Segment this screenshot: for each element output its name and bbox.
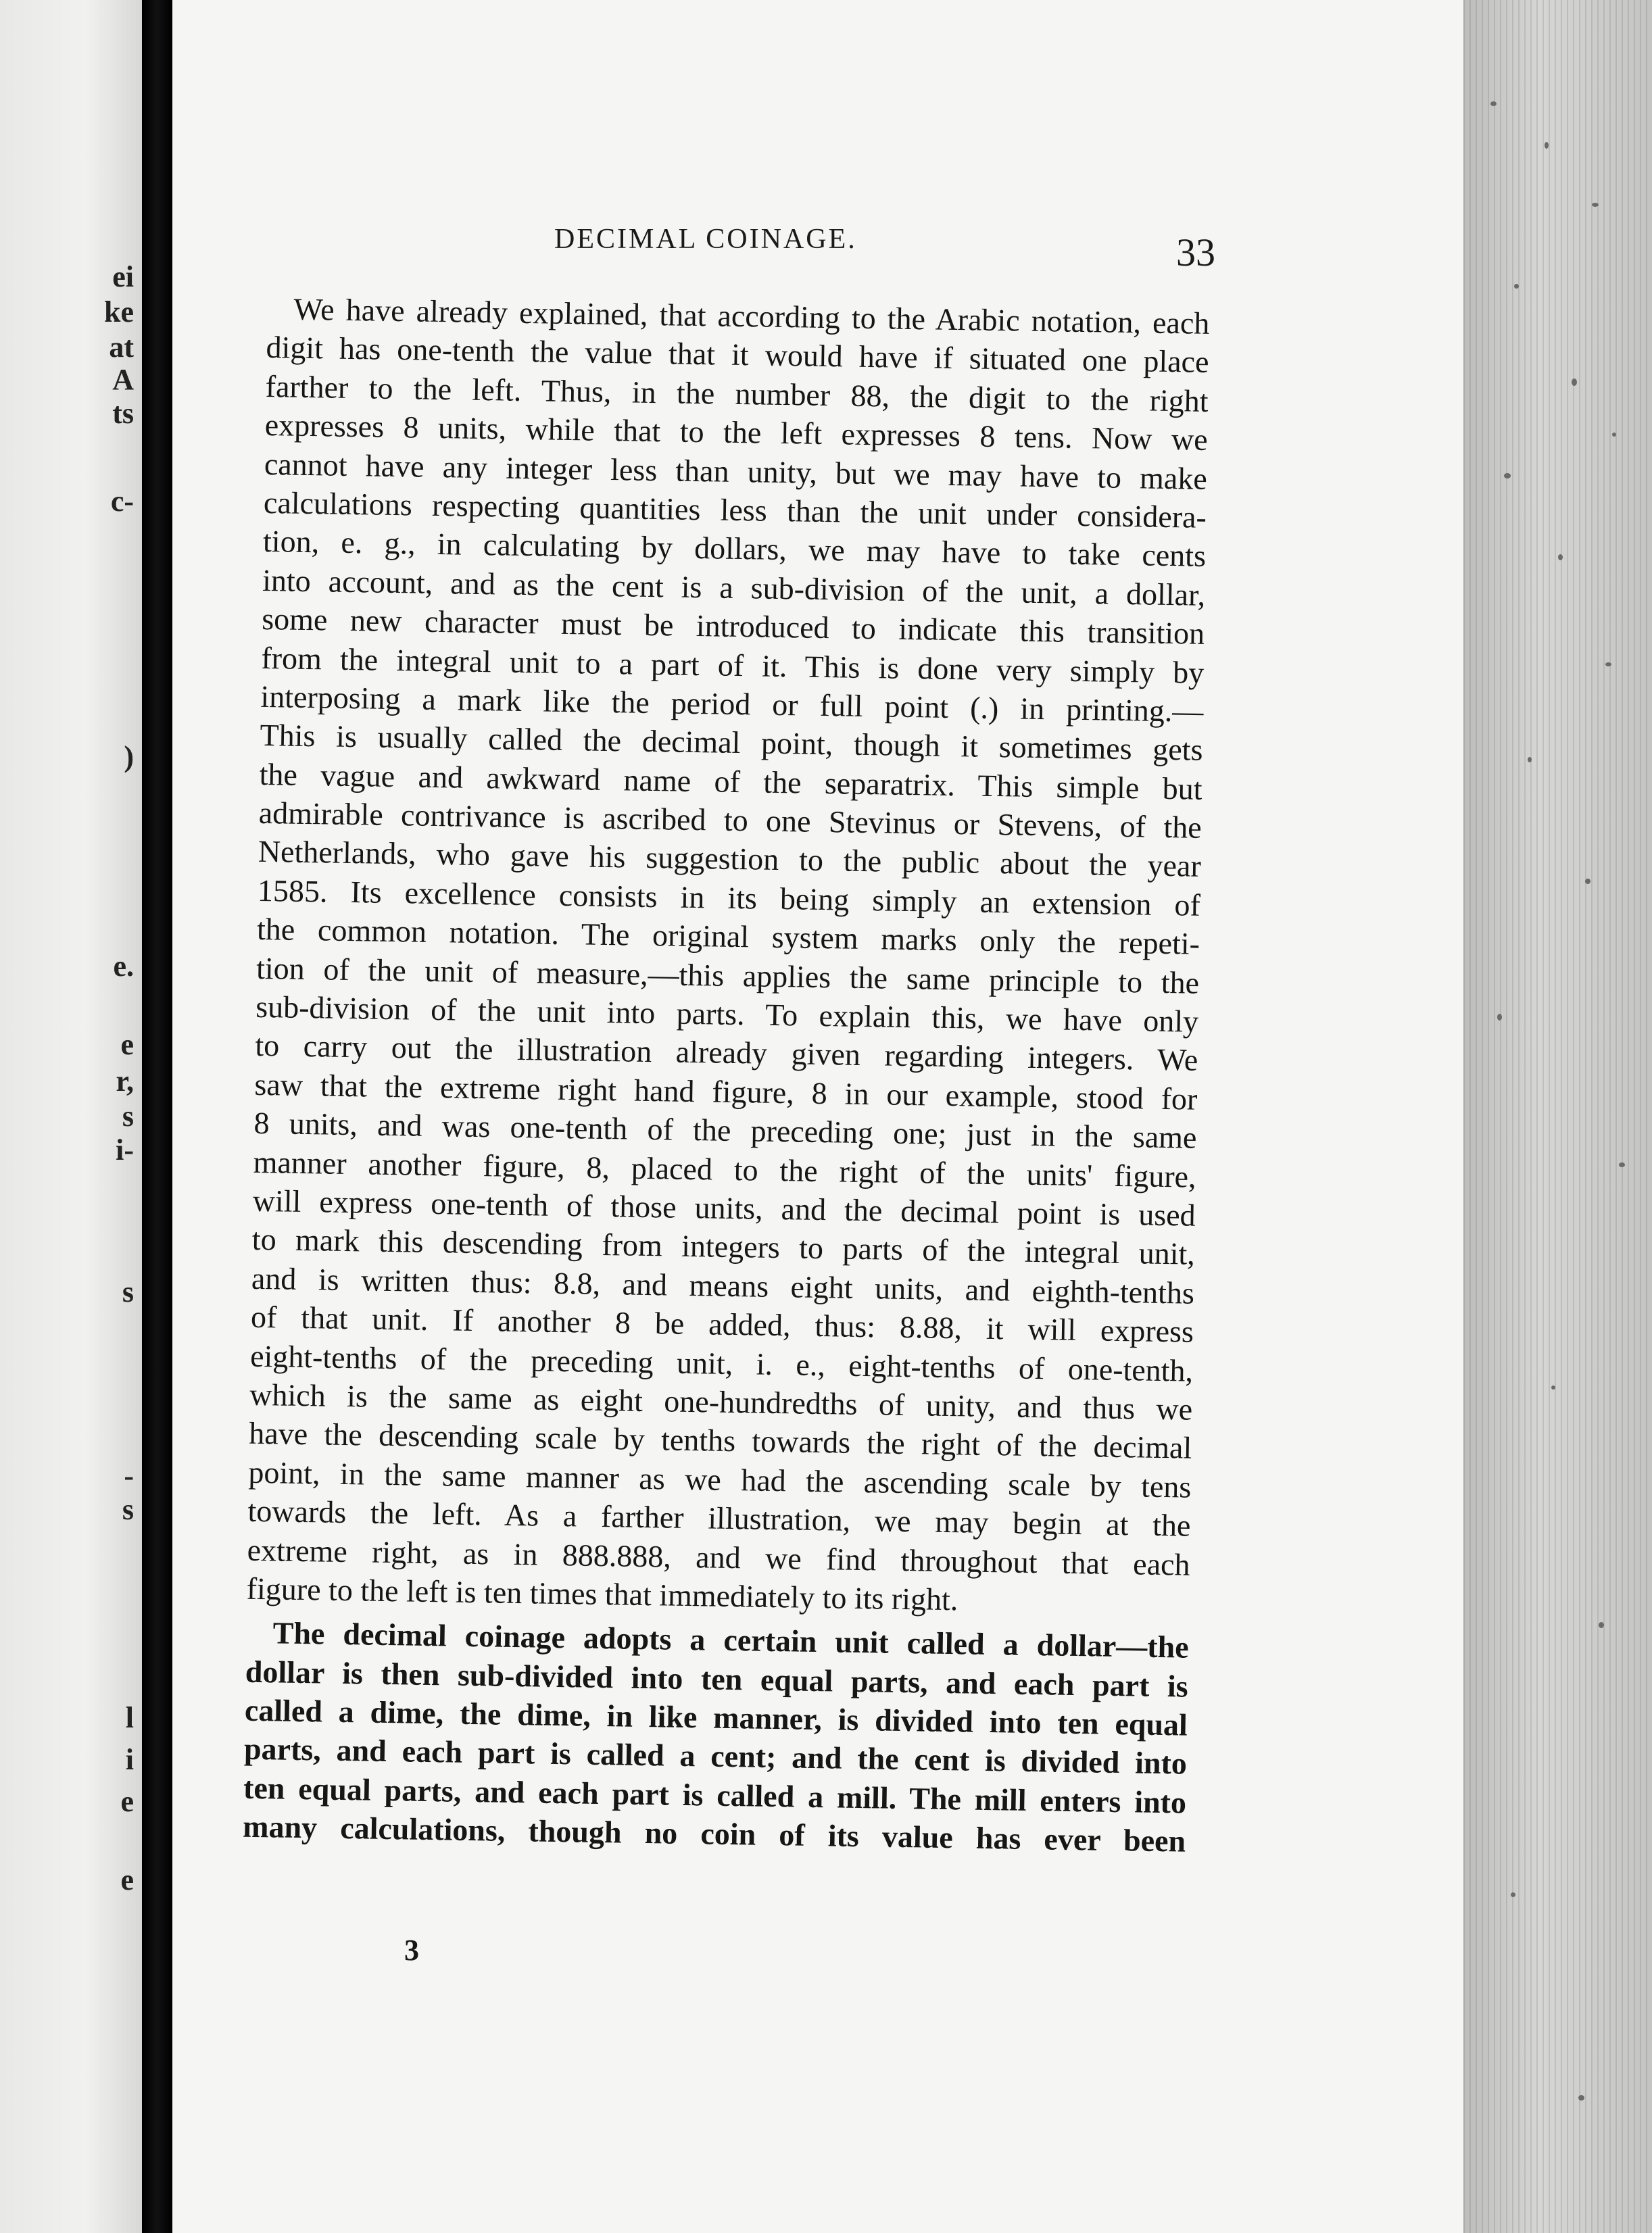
text-line: figure to the left is ten times that immediately to its right. xyxy=(246,1571,958,1617)
text-line: tion of the unit of measure,—this applies the same principle to the xyxy=(256,950,1200,1000)
page-edge-stack xyxy=(1463,0,1652,2233)
text-line: We have already explained, that according to the Arabic notation, each xyxy=(293,291,1210,341)
margin-fragment: s xyxy=(122,1493,134,1526)
text-line: and is written thus: 8.8, and means eight units, and eighth-tenths xyxy=(251,1260,1195,1310)
margin-fragment: s xyxy=(122,1275,134,1308)
margin-fragment: ke xyxy=(104,295,134,328)
text-line: interposing a mark like the period or full point (.) in printing.— xyxy=(260,679,1204,729)
margin-fragment: e xyxy=(120,1028,134,1061)
signature-mark: 3 xyxy=(404,1934,419,1967)
text-line: to mark this descending from integers to parts of the integral unit, xyxy=(251,1222,1196,1272)
text-line: parts, and each part is called a cent; and the cent is divided into xyxy=(243,1732,1188,1782)
text-line: towards the left. As a farther illustration, we may begin at the xyxy=(247,1493,1191,1543)
text-line: called a dime, the dime, in like manner, is divided into ten equal xyxy=(244,1692,1188,1742)
text-line: This is usually called the decimal point, though it sometimes gets xyxy=(260,718,1203,768)
text-line: cannot have any integer less than unity, but we may have to make xyxy=(264,446,1208,496)
margin-fragment: - xyxy=(124,1459,134,1492)
page-number: 33 xyxy=(1176,230,1215,274)
margin-fragment: ei xyxy=(112,260,134,293)
text-line: which is the same as eight one-hundredths of unity, and thus we xyxy=(249,1377,1193,1427)
text-line: Netherlands, who gave his suggestion to the public about the year xyxy=(258,834,1202,884)
text-line: farther to the left. Thus, in the number 88, the digit to the right xyxy=(265,368,1209,418)
margin-fragment: i- xyxy=(116,1133,134,1167)
text-line: into account, and as the cent is a sub-division of the unit, a dollar, xyxy=(262,562,1206,612)
margin-fragment: c- xyxy=(110,485,134,518)
text-line: many calculations, though no coin of its value has ever been xyxy=(242,1809,1186,1859)
text-line: 1585. Its excellence consists in its being simply an extension of xyxy=(257,873,1201,923)
text-line: point, in the same manner as we had the ascending scale by tens xyxy=(248,1454,1192,1504)
margin-fragment: ts xyxy=(112,397,134,430)
text-line: digit has one-tenth the value that it would have if situated one place xyxy=(266,330,1209,380)
text-line: ten equal parts, and each part is called a mill. The mill enters into xyxy=(243,1770,1187,1820)
text-line: admirable contrivance is ascribed to one Stevinus or Stevens, of the xyxy=(258,795,1202,845)
text-line: extreme right, as in 888.888, and we find throughout that each xyxy=(247,1532,1190,1582)
running-title: DECIMAL COINAGE. xyxy=(554,224,857,255)
text-line: the vague and awkward name of the separatrix. This simple but xyxy=(259,756,1202,806)
text-line: from the integral unit to a part of it. This is done very simply by xyxy=(261,640,1205,690)
text-line: expresses 8 units, while that to the left expresses 8 tens. Now we xyxy=(264,408,1209,458)
binding-gutter xyxy=(142,0,172,2233)
margin-fragment: e xyxy=(120,1785,134,1818)
margin-fragment: at xyxy=(109,330,134,364)
text-line: have the descending scale by tenths towards the right of the decimal xyxy=(249,1416,1192,1466)
margin-fragment: e xyxy=(120,1863,134,1896)
margin-fragment: r, xyxy=(116,1064,134,1098)
text-line: to carry out the illustration already given regarding integers. We xyxy=(255,1028,1198,1078)
text-line: manner another figure, 8, placed to the right of the units' figure, xyxy=(253,1144,1196,1194)
text-line: eight-tenths of the preceding unit, i. e., eight-tenths of one-tenth, xyxy=(249,1338,1194,1388)
text-line: sub-division of the unit into parts. To explain this, we have only xyxy=(255,989,1199,1039)
text-line: The decimal coinage adopts a certain unit called a dollar—the xyxy=(272,1615,1190,1665)
margin-fragment: l xyxy=(125,1701,134,1734)
margin-fragment: i xyxy=(125,1743,134,1776)
text-line: dollar is then sub-divided into ten equal parts, and each part is xyxy=(245,1654,1189,1704)
text-line: tion, e. g., in calculating by dollars, we may have to take cents xyxy=(262,524,1207,574)
margin-fragment: A xyxy=(112,363,134,396)
margin-fragment: ) xyxy=(124,740,134,773)
previous-page-edge xyxy=(0,0,142,2233)
margin-fragment: e. xyxy=(113,950,134,983)
text-line: 8 units, and was one-tenth of the preceding one; just in the same xyxy=(253,1106,1197,1155)
text-line: calculations respecting quantities less than the unit under considera- xyxy=(263,485,1207,535)
margin-fragment: s xyxy=(122,1100,134,1133)
text-line: the common notation. The original system marks only the repeti- xyxy=(256,912,1200,962)
text-line: will express one-tenth of those units, and the decimal point is used xyxy=(252,1183,1196,1233)
text-line: of that unit. If another 8 be added, thus: 8.88, it will express xyxy=(250,1299,1194,1349)
text-line: some new character must be introduced to indicate this transition xyxy=(261,602,1205,651)
text-line: saw that the extreme right hand figure, 8 in our example, stood for xyxy=(254,1066,1198,1116)
body-text xyxy=(243,289,1210,1861)
